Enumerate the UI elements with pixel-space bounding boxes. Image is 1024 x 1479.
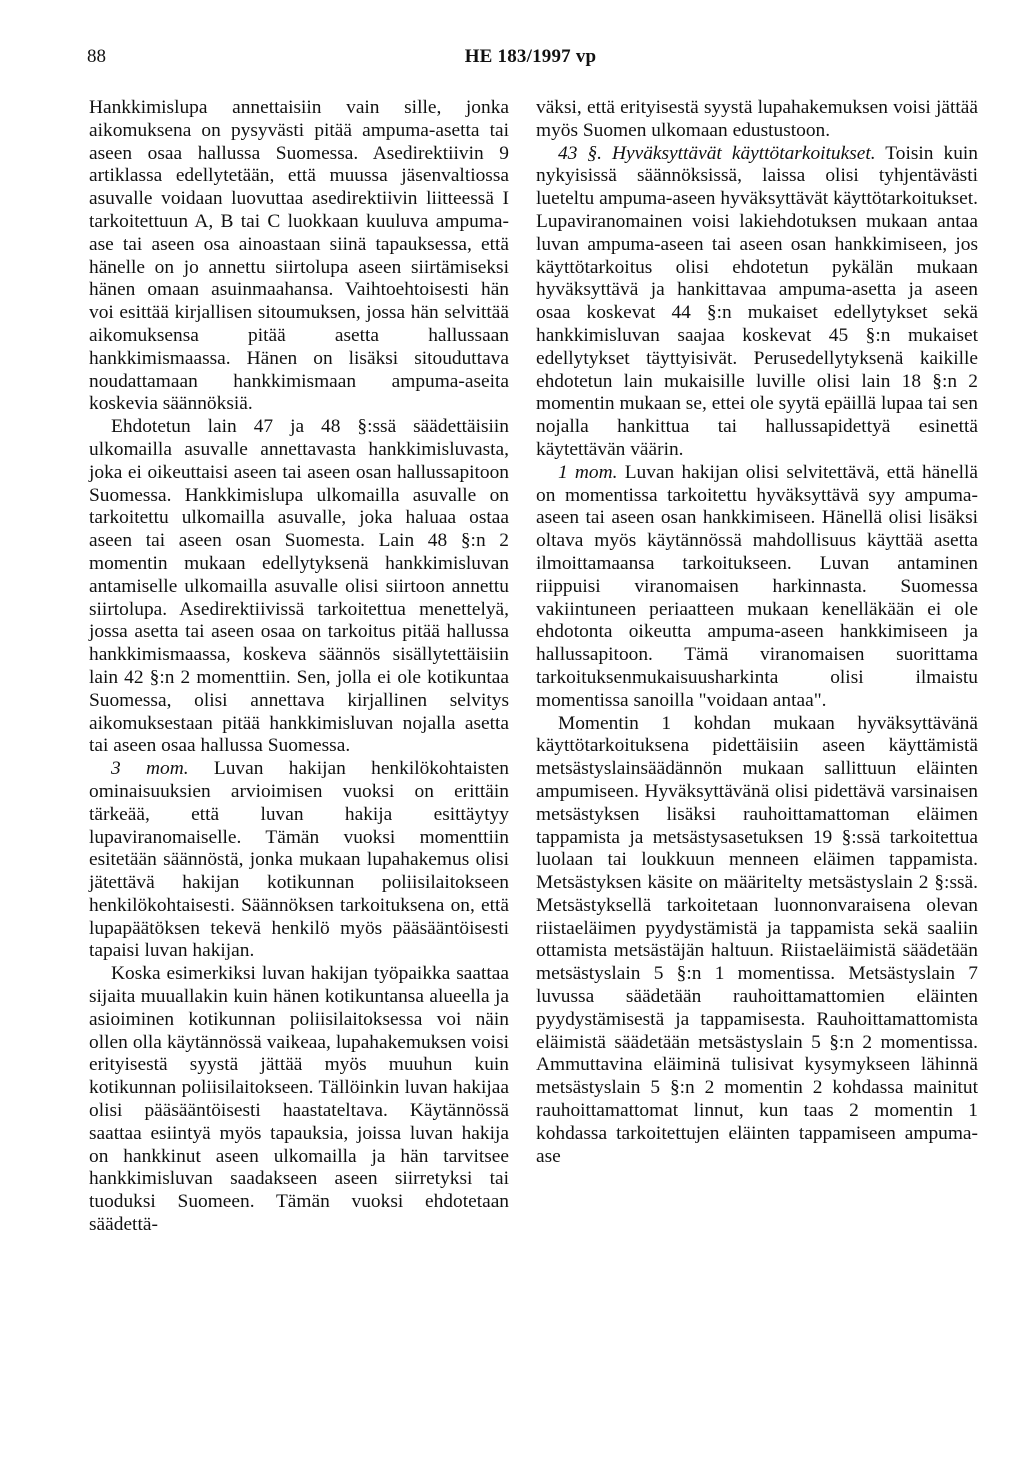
left-paragraph-3 xyxy=(89,758,509,963)
page-number: 88 xyxy=(87,46,106,67)
left-paragraph-2: Ehdotetun lain 47 ja 48 §:ssä säädettäisiin ulkomailla asuvalle annettavasta hankkimisluvasta, joka ei oikeuttaisi aseen tai aseen osan hallussapitoon Suomessa. Hankkimislupa ulkomailla asuvalle on tarkoitettu ulkomailla asuvalle, joka haluaa ostaa aseen tai aseen osan Suomesta. Lain 48 §:n 2 momentin mukaan edellytyksenä hankkimisluvan antamiselle ulkomailla asuvalle olisi siirtoon annettu siirtolupa. Asedirektiivissä tarkoitettua menettelyä, jossa asetta tai aseen osaa on tarkoitus pitää hallussa hankkimismaassa, koskeva säännös sisällytettäisiin lain 42 §:n 2 momenttiin. Sen, jolla ei ole kotikuntaa Suomessa, olisi annettava kirjallinen selvitys aikomuksestaan pitää hankkimisluvan nojalla asetta tai aseen osaa hallussa Suomessa. xyxy=(89,416,509,757)
page-header xyxy=(87,46,964,76)
left-column xyxy=(89,97,509,1237)
left-paragraph-1: Hankkimislupa annettaisiin vain sille, jonka aikomuksena on pysyvästi pitää ampuma-asetta tai aseen osaa hallussa Suomessa. Asedirektiivin 9 artiklassa edellytetään, että muussa jäsenvaltiossa asuvalle voidaan luovuttaa asedirektiivin liitteessä I tarkoitettuun A, B tai C luokkaan kuuluva ampuma-ase tai aseen osa ainoastaan siinä tapauksessa, että hänelle on jo annettu siirtolupa aseen siirtämiseksi hänen omaan asuinmaahansa. Vaihtoehtoisesti hän voi esittää kirjallisen sitoumuksen, jossa hän selvittää aikomuksensa pitää asetta hallussaan hankkimismaassa. Hänen on lisäksi sitouduttava noudattamaan hankkimismaan ampuma-aseita koskevia säännöksiä. xyxy=(89,97,509,415)
left-paragraph-4: Koska esimerkiksi luvan hakijan työpaikka saattaa sijaita muuallakin kuin hänen kotikuntansa alueella ja asioiminen kotikunnan poliisilaitoksessa voi näin ollen olla käytännössä vaikeaa, lupahakemuksen voisi erityisestä syystä jättää myös muuhun kuin kotikunnan poliisilaitokseen. Tällöinkin luvan hakijaa olisi pääsääntöisesti haastateltava. Käytännössä saattaa esiintyä myös tapauksia, joissa luvan hakija on hankkinut aseen ulkomailla ja hän tarvitsee hankkimisluvan saadakseen aseen siirretyksi tai tuoduksi Suomeen. Tämän vuoksi ehdotetaan säädettä- xyxy=(89,963,509,1236)
left-paragraph-3-text: Luvan hakijan henkilökohtaisten ominaisuuksien arvioimisen vuoksi on erittäin tärkeää, että luvan hakija esittäytyy lupaviranomaiselle. Tämän vuoksi momenttiin esitetään säännöstä, jonka mukaan lupahakemus olisi jätettävä hakijan kotikunnan poliisilaitokseen henkilökohtaisesti. Säännöksen tarkoituksena on, että lupapäätöksen tekevä henkilö myös pääsääntöisesti tapaisi luvan hakijan. xyxy=(89,758,509,962)
right-paragraph-2-text: Toisin kuin nykyisissä säännöksissä, laissa olisi tyhjentävästi lueteltu ampuma-aseen hyväksyttävät käyttötarkoitukset. Lupaviranomainen voisi lakiehdotuksen mukaan antaa luvan ampuma-aseen tai aseen osan hankkimiseen, jos käyttötarkoitus olisi ehdotetun pykälän mukaan hyväksyttävä ja hankittavaa ampuma-asetta ja aseen osaa koskevat 44 §:n mukaiset edellytykset sekä hankkimisluvan saajaa koskevat 45 §:n mukaiset edellytykset täyttyisivät. Perusedellytyksenä kaikille ehdotetun lain mukaisille luville olisi lain 18 §:n 2 momentin mukaan se, ettei ole syytä epäillä lupaa tai sen nojalla hankittua tai hallussapidettyä esinettä käytettävän väärin. xyxy=(536,142,978,460)
right-paragraph-1: väksi, että erityisestä syystä lupahakemuksen voisi jättää myös Suomen ulkomaan edustustoon. xyxy=(536,97,978,141)
running-title: HE 183/1997 vp xyxy=(464,46,597,67)
section-heading-43: 43 §. Hyväksyttävät käyttötarkoitukset. xyxy=(558,142,876,164)
right-paragraph-3-text: Luvan hakijan olisi selvitettävä, että hänellä on momentissa tarkoitettu hyväksyttävä syy ampuma-aseen tai aseen osan hankkimiseen. Hänellä olisi lisäksi oltava myös käytännössä mahdollisuus käyttää asetta ilmoittamaansa tarkoitukseen. Luvan antaminen riippuisi viranomaisen harkinnasta. Suomessa vakiintuneen periaatteen mukaan kenelläkään ei ole ehdotonta oikeutta ampuma-aseen hankkimiseen ja hallussapitoon. Tämä viranomaisen suorittama tarkoituksenmukaisuusharkinta olisi ilmaistu momentissa sanoilla "voidaan antaa". xyxy=(536,461,978,711)
right-column xyxy=(536,97,978,1168)
right-paragraph-4: Momentin 1 kohdan mukaan hyväksyttävänä käyttötarkoituksena pidettäisiin aseen käyttämistä metsästyslainsäädännön mukaan sallittuun eläinten ampumiseen. Hyväksyttävänä olisi pidettävä varsinaisen metsästyksen lisäksi rauhoittamattoman eläimen tappamista ja metsästysasetuksen 19 §:ssä tarkoitettua luolaan tai loukkuun menneen eläimen tappamista. Metsästyksen käsite on määritelty metsästyslain 2 §:ssä. Metsästyksellä tarkoitetaan luonnonvaraisena olevan riistaeläimen pyydystämistä ja tappamista sekä saaliin ottamista metsästäjän haltuun. Riistaeläimistä säädetään metsästyslain 5 §:n 1 momentissa. Metsästyslain 7 luvussa säädetään rauhoittamattomien eläinten pyydystämisestä ja tappamisesta. Rauhoittamattomista eläimistä säädetään metsästyslain 5 §:n 2 momentissa. Ammuttavina eläiminä tulisivat kysymykseen lähinnä metsästyslain 5 §:n 2 momentin 2 kohdassa mainitut rauhoittamattomat linnut, kun taas 2 momentin 1 kohdassa tarkoitettujen eläinten tappamiseen ampuma-ase xyxy=(536,712,978,1167)
section-label-1-mom: 1 mom. xyxy=(558,461,618,483)
section-label-3-mom: 3 mom. xyxy=(111,758,189,780)
right-paragraph-2 xyxy=(536,143,978,462)
right-paragraph-3 xyxy=(536,462,978,713)
